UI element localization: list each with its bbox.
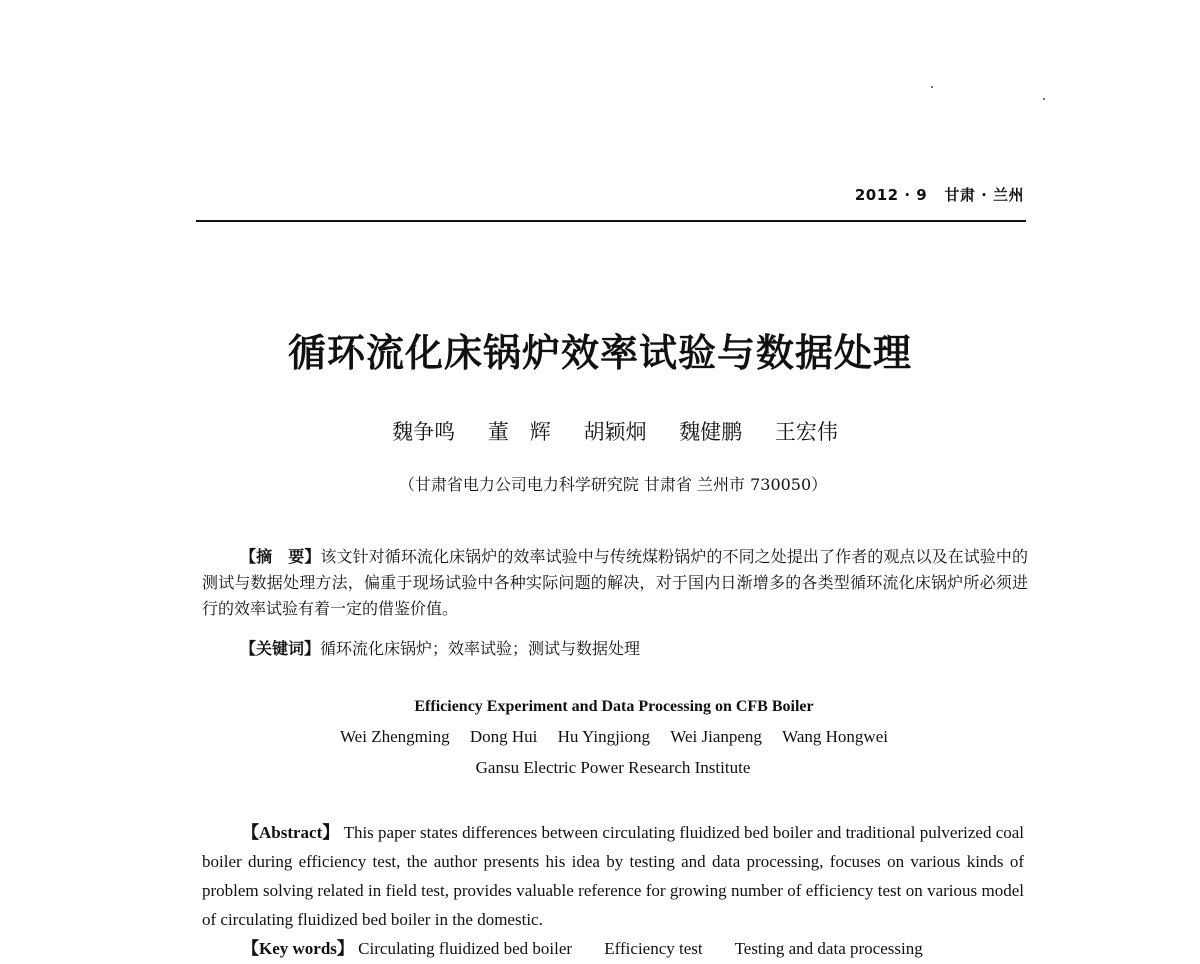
paper-title: 循环流化床锅炉效率试验与数据处理 (287, 330, 912, 375)
keywords-en-label: 【Key words】 (242, 939, 354, 958)
author-list (0, 416, 1200, 446)
author: 胡颖炯 (583, 420, 647, 444)
keyword-en: Efficiency test (604, 939, 703, 958)
english-author: Wei Jianpeng (670, 727, 762, 746)
keyword-en: Circulating fluidized bed boiler (358, 939, 573, 958)
abstract-en-text: This paper states differences between circulating fluidized bed boiler and traditional pulverized coal boiler during efficiency test, the author presents his idea by testing and data processing, focuses on various kinds of problem solving related in field test, provides valuable reference for growing number of efficiency test on various model of circulating fluidized bed boiler in the domestic. (202, 823, 1025, 929)
header-rule (196, 220, 1026, 222)
english-author: Dong Hui (469, 727, 538, 746)
keywords-cn-label: 【关键词】 (240, 639, 321, 658)
scan-speck (1043, 98, 1045, 100)
author: 魏争鸣 (392, 420, 456, 444)
scan-speck (931, 86, 933, 88)
english-author-list (0, 727, 1200, 747)
journal-header (855, 184, 1024, 205)
keywords-cn-text: 循环流化床锅炉；效率试验；测试与数据处理 (320, 639, 641, 658)
english-author: Wei Zhengming (340, 727, 450, 746)
abstract-en (202, 818, 1024, 934)
keywords-cn (240, 636, 640, 659)
abstract-cn-label: 【摘 要】 (240, 547, 321, 566)
header-location: 甘肃 · 兰州 (944, 186, 1024, 204)
english-affiliation: Gansu Electric Power Research Institute (475, 758, 751, 777)
author: 董 辉 (487, 420, 551, 444)
abstract-en-label: 【Abstract】 (242, 823, 340, 842)
abstract-cn-text: 该文针对循环流化床锅炉的效率试验中与传统煤粉锅炉的不同之处提出了作者的观点以及在试验中的测试与数据处理方法，偏重于现场试验中各种实际问题的解决，对于国内日渐增多的各类型循环流化床锅炉所必须进行的效率试验有着一定的借鉴价值。 (202, 547, 1028, 618)
english-author: Hu Yingjiong (557, 727, 651, 746)
english-title: Efficiency Experiment and Data Processing on CFB Boiler (414, 698, 814, 715)
author: 王宏伟 (774, 420, 838, 444)
keyword-en: Testing and data processing (734, 939, 923, 958)
abstract-cn (202, 544, 1028, 622)
keywords-en (242, 934, 951, 959)
header-issue: 2012 · 9 (854, 186, 928, 204)
author: 魏健鹏 (679, 420, 743, 444)
english-author: Wang Hongwei (782, 727, 888, 746)
affiliation: （甘肃省电力公司电力科学研究院 甘肃省 兰州市 730050） (398, 475, 828, 494)
